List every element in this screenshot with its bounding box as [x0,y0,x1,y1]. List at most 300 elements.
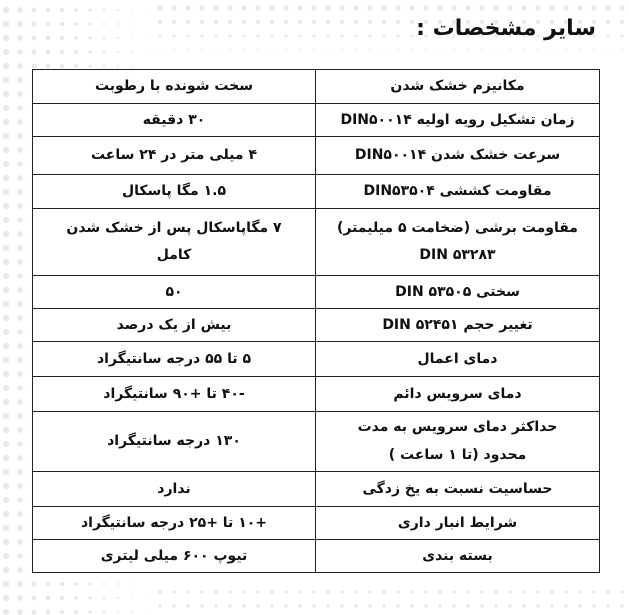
property-cell-text: دمای اعمال [417,350,498,367]
background-dot [3,455,9,461]
table-row [33,209,600,276]
background-dot [270,34,273,37]
background-dot [17,161,23,167]
table-row [33,472,600,507]
background-dot [3,441,9,447]
background-dot [241,5,246,10]
background-dot [17,7,23,13]
background-dot [3,189,9,195]
background-dot [17,469,23,475]
background-dot [186,20,190,24]
background-dot [74,22,78,26]
background-dot [368,604,372,608]
property-cell [316,309,600,342]
background-dot [60,50,64,54]
background-dot [173,49,175,51]
background-dot [242,604,246,608]
table-row [33,276,600,309]
background-dot [550,604,554,608]
background-dot [354,34,357,37]
property-cell [316,137,600,175]
background-dot [17,35,23,41]
background-dot [423,5,428,10]
background-dot [46,36,51,41]
background-dot [131,37,133,39]
background-dot [117,51,119,53]
background-dot [88,8,91,11]
background-dot [565,49,567,51]
background-dot [187,49,189,51]
background-dot [145,9,146,10]
background-dot [46,50,51,55]
background-dot [88,36,91,39]
property-cell-text: شرایط انبار داری [397,514,518,531]
background-dot [158,590,162,594]
background-dot [3,133,9,139]
background-dot [381,5,386,10]
background-dot [3,595,9,601]
property-cell [316,377,600,412]
value-cell [33,540,316,573]
background-dot [46,582,51,587]
background-dot [145,51,146,52]
background-dot [564,604,568,608]
background-dot [549,5,554,10]
background-dot [383,49,385,51]
background-dot [60,8,64,12]
background-dot [606,604,610,608]
background-dot [438,590,442,594]
background-dot [551,49,553,51]
property-cell [316,540,600,573]
background-dot [410,590,414,594]
background-dot [117,37,119,39]
background-dot [3,525,9,531]
value-cell [33,472,316,507]
background-dot [495,49,497,51]
background-dot [17,91,23,97]
background-dot [3,147,9,153]
background-dot [578,590,582,594]
table-row [33,377,600,412]
background-dot [410,20,414,24]
background-dot [410,34,413,37]
background-dot [17,175,23,181]
background-dot [326,590,330,594]
background-dot [31,609,36,614]
background-dot [31,21,36,26]
background-dot [172,34,175,37]
value-cell [33,309,316,342]
background-dot [131,51,133,53]
background-dot [185,5,190,10]
background-dot [46,596,51,601]
background-dot [270,604,274,608]
background-dot [299,49,301,51]
value-cell [33,377,316,412]
page-title: سایر مشخصات : [416,16,596,41]
value-cell [33,104,316,137]
value-cell-text: ۷ مگاپاسکال پس از خشک شدن [66,219,282,236]
background-dot [74,50,78,54]
background-dot [3,231,9,237]
background-dot [507,5,512,10]
background-dot [3,539,9,545]
background-dot [521,5,526,10]
background-dot [312,34,315,37]
background-dot [172,20,176,24]
background-dot [46,64,51,69]
background-dot [269,5,274,10]
background-dot [17,357,23,363]
background-dot [563,5,568,10]
background-dot [60,610,64,614]
background-dot [158,34,161,37]
background-dot [396,590,400,594]
value-cell [33,137,316,175]
background-dot [285,49,287,51]
background-dot [340,590,344,594]
background-dot [242,590,246,594]
background-dot [340,20,344,24]
background-dot [493,5,498,10]
background-dot [3,217,9,223]
property-cell [316,209,600,276]
background-dot [17,483,23,489]
background-dot [131,611,133,613]
background-dot [131,23,133,25]
background-dot [592,604,596,608]
value-cell-text: ۳۰ دقیقه [142,111,206,128]
background-dot [213,5,218,10]
background-dot [17,385,23,391]
background-dot [17,399,23,405]
background-dot [3,91,9,97]
background-dot [117,611,119,613]
background-dot [17,203,23,209]
background-dot [395,5,400,10]
background-dot [17,259,23,265]
background-dot [17,329,23,335]
background-dot [368,20,372,24]
background-dot [438,604,442,608]
value-cell [33,175,316,209]
background-dot [103,37,106,40]
background-dot [425,49,427,51]
background-dot [606,590,610,594]
background-dot [256,34,259,37]
background-dot [88,64,91,67]
background-dot [283,5,288,10]
background-dot [578,604,582,608]
value-cell [33,209,316,276]
value-cell [33,507,316,540]
background-dot [3,329,9,335]
value-cell-text: +۱۰ تا +۲۵ درجه سانتیگراد [80,514,268,531]
background-dot [311,5,316,10]
background-dot [3,287,9,293]
background-dot [3,497,9,503]
background-dot [131,597,133,599]
background-dot [409,5,414,10]
background-dot [17,567,23,573]
background-dot [88,22,91,25]
background-dot [103,51,106,54]
background-dot [508,604,512,608]
background-dot [17,441,23,447]
background-dot [88,50,91,53]
background-dot [3,301,9,307]
background-dot [74,36,78,40]
background-dot [17,133,23,139]
background-dot [131,583,133,585]
background-dot [17,343,23,349]
background-dot [17,581,23,587]
background-dot [3,35,9,41]
background-dot [103,583,106,586]
background-dot [3,203,9,209]
background-dot [74,64,78,68]
property-cell [316,276,600,309]
background-dot [564,590,568,594]
property-cell-text: تغییر حجم DIN ۵۲۴۵۱ [382,316,533,333]
background-dot [452,590,456,594]
background-dot [298,34,301,37]
value-cell-text: بیش از یک درصد [116,316,232,333]
property-cell-text: سرعت خشک شدن DIN۵۰۰۱۴ [354,147,561,164]
background-dot [367,5,372,10]
background-dot [354,20,358,24]
background-dot [341,49,343,51]
background-dot [17,77,23,83]
background-dot [3,371,9,377]
background-dot [256,604,260,608]
background-dot [31,49,36,54]
property-cell-text: حساسیت نسبت به یخ زدگی [362,480,553,497]
background-dot [171,5,176,10]
background-dot [117,23,119,25]
background-dot [145,583,146,584]
background-dot [117,583,119,585]
background-dot [437,5,442,10]
background-dot [17,511,23,517]
table-header-row [33,70,600,104]
background-dot [3,427,9,433]
background-dot [17,217,23,223]
background-dot [3,49,9,55]
background-dot [326,20,330,24]
background-dot [158,20,162,24]
background-dot [228,20,232,24]
background-dot [593,49,595,51]
background-dot [46,22,51,27]
background-dot [243,49,245,51]
background-dot [3,483,9,489]
table-row [33,104,600,137]
background-dot [255,5,260,10]
background-dot [480,604,484,608]
table-row [33,175,600,209]
background-dot [117,9,119,11]
background-dot [17,21,23,27]
background-dot [620,34,623,37]
background-dot [3,399,9,405]
background-dot [535,5,540,10]
background-dot [74,610,78,614]
background-dot [200,604,204,608]
background-dot [17,413,23,419]
background-dot [3,315,9,321]
background-dot [536,590,540,594]
background-dot [368,34,371,37]
background-dot [3,175,9,181]
property-cell [316,175,600,209]
background-dot [522,590,526,594]
background-dot [606,34,609,37]
background-dot [172,590,176,594]
background-dot [550,590,554,594]
background-dot [509,49,511,51]
background-dot [606,20,610,24]
background-dot [31,35,36,40]
background-dot [620,590,624,594]
value-cell [33,412,316,472]
background-dot [17,49,23,55]
background-dot [355,49,357,51]
background-dot [621,49,623,51]
background-dot [382,604,386,608]
value-cell-text: -۴۰ تا +۹۰ سانتیگراد [103,385,245,402]
background-dot [3,553,9,559]
value-cell-text: ۵ تا ۵۵ درجه سانتیگراد [96,350,252,367]
background-dot [382,34,385,37]
background-dot [620,20,624,24]
background-dot [298,590,302,594]
background-dot [215,49,217,51]
background-dot [103,23,106,26]
background-dot [537,49,539,51]
background-dot [382,20,386,24]
background-dot [522,604,526,608]
value-cell [33,342,316,377]
background-dot [3,273,9,279]
background-dot [619,5,624,10]
background-dot [46,8,51,13]
background-dot [312,20,316,24]
background-dot [3,357,9,363]
table-row [33,309,600,342]
background-dot [591,5,596,10]
background-dot [396,604,400,608]
background-dot [3,385,9,391]
background-dot [74,582,78,586]
background-dot [3,7,9,13]
background-dot [466,590,470,594]
background-dot [3,567,9,573]
background-dot [17,287,23,293]
background-dot [3,511,9,517]
specifications-table [32,69,600,573]
table-row [33,342,600,377]
background-dot [214,20,218,24]
background-dot [17,539,23,545]
property-cell-text: سختی DIN ۵۳۵۰۵ [395,283,520,300]
background-dot [200,34,203,37]
background-dot [424,590,428,594]
background-dot [228,604,232,608]
background-dot [396,20,400,24]
background-dot [17,63,23,69]
background-dot [3,259,9,265]
background-dot [508,590,512,594]
background-dot [271,49,273,51]
background-dot [186,590,190,594]
background-dot [3,343,9,349]
background-dot [199,5,204,10]
property-cell-text: مقاومت برشی (ضخامت ۵ میلیمتر) [337,219,578,236]
value-cell-text: ۱۳۰ درجه سانتیگراد [107,433,241,450]
background-dot [157,5,162,10]
background-dot [88,596,91,599]
background-dot [117,65,119,67]
background-dot [353,5,358,10]
background-dot [103,65,106,68]
table-row [33,412,600,472]
background-dot [340,604,344,608]
value-cell-text: ۴ میلی متر در ۲۴ ساعت [90,147,258,164]
background-dot [339,5,344,10]
background-dot [227,5,232,10]
background-dot [145,65,146,66]
table-row [33,137,600,175]
background-dot [284,604,288,608]
background-dot [17,189,23,195]
background-dot [467,49,469,51]
background-dot [411,49,413,51]
header-cell-property: مکانیزم خشک شدن [316,70,600,104]
background-dot [17,245,23,251]
background-dot [103,9,106,12]
background-dot [31,595,36,600]
background-dot [354,590,358,594]
background-dot [3,581,9,587]
background-dot [17,455,23,461]
background-dot [607,49,609,51]
background-dot [424,604,428,608]
background-dot [327,49,329,51]
background-dot [17,371,23,377]
background-dot [536,604,540,608]
background-dot [3,161,9,167]
background-dot [3,21,9,27]
background-dot [479,5,484,10]
background-dot [354,604,358,608]
background-dot [326,604,330,608]
background-dot [3,609,9,615]
background-dot [3,105,9,111]
background-dot [17,497,23,503]
background-dot [131,9,133,11]
background-dot [60,596,64,600]
background-dot [159,49,161,51]
background-dot [201,49,203,51]
background-dot [74,8,78,12]
value-cell-text: ندارد [157,480,191,497]
background-dot [297,5,302,10]
background-dot [410,604,414,608]
background-dot [605,5,610,10]
background-dot [3,77,9,83]
